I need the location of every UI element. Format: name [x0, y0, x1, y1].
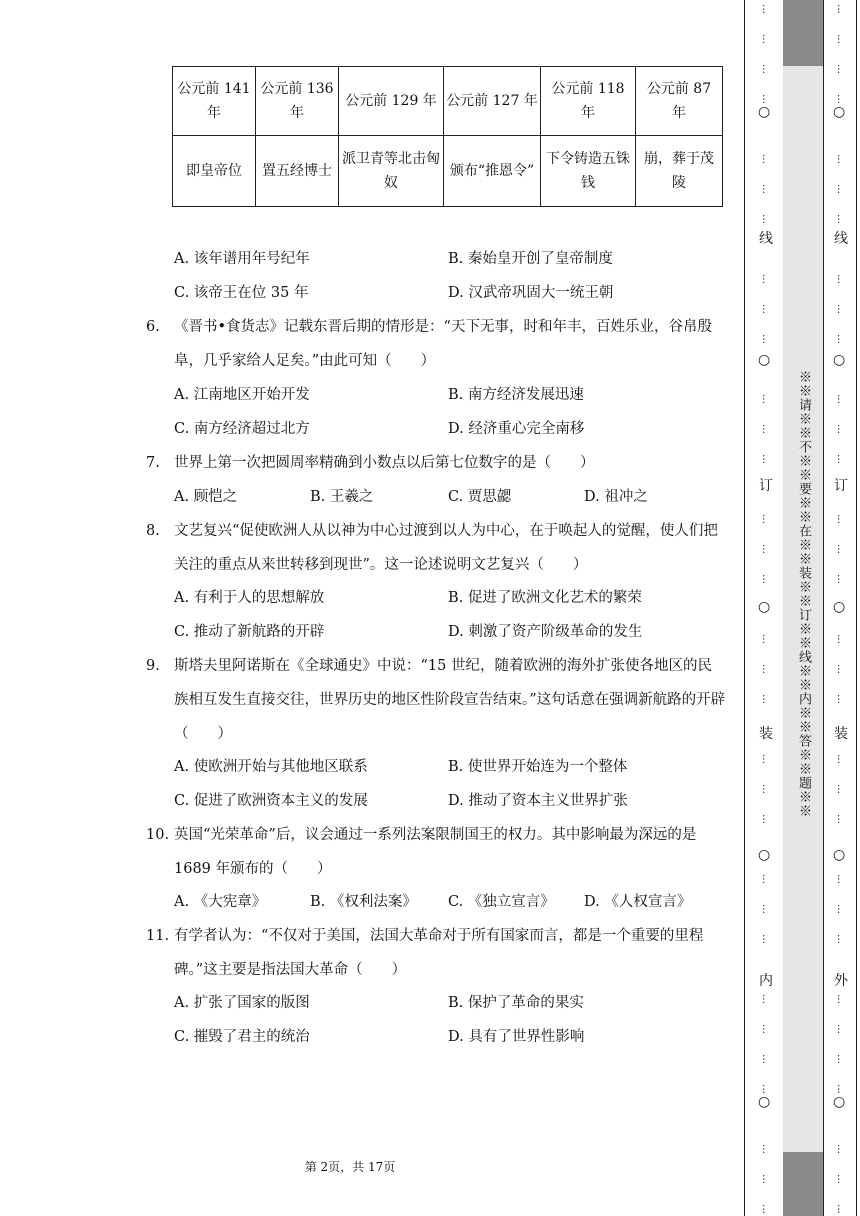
- binding-dots: …: [760, 184, 771, 194]
- binding-dots: …: [835, 664, 846, 674]
- binding-dots: …: [760, 1054, 771, 1064]
- binding-dots: …: [835, 994, 846, 1004]
- dark-block: [783, 0, 823, 66]
- binding-dots: …: [835, 934, 846, 944]
- question-11: [146, 919, 726, 987]
- option-d[interactable]: D. 刺激了资产阶级革命的发生: [448, 624, 643, 640]
- binding-dots: …: [760, 994, 771, 1004]
- question-number: 6.: [146, 319, 160, 335]
- binding-dots: …: [760, 154, 771, 164]
- binding-circle-mark: ○: [833, 352, 846, 368]
- question-stem: 世界上第一次把圆周率精确到小数点以后第七位数字的是（ ）: [174, 455, 595, 471]
- binding-dots: …: [835, 94, 846, 104]
- binding-dots: …: [760, 334, 771, 344]
- binding-char-outer-1: 订: [834, 478, 848, 494]
- question-10: [146, 818, 726, 886]
- q5-options-row1: [174, 242, 734, 276]
- question-stem: 斯塔夫里阿诺斯在《全球通史》中说：“15 世纪，随着欧洲的海外扩张使各地区的民族相互发生直接交往，世界历史的地区性阶段宣告结束。”这句话意在强调新航路的开辟（ ）: [174, 658, 726, 742]
- binding-dots: …: [835, 214, 846, 224]
- binding-dots: …: [760, 904, 771, 914]
- binding-char-inner-1: 订: [759, 478, 773, 494]
- binding-char-inner-3: 内: [759, 973, 773, 989]
- question-6: [146, 310, 726, 378]
- question-9: [146, 649, 726, 751]
- table-cell: 崩，葬于茂陵: [636, 136, 723, 207]
- binding-dots: …: [835, 904, 846, 914]
- binding-dots: …: [760, 424, 771, 434]
- option-d[interactable]: D. 汉武帝巩固大一统王朝: [448, 285, 614, 301]
- option-a[interactable]: A. 江南地区开始开发: [174, 387, 310, 403]
- table-cell: 下令铸造五铢钱: [541, 136, 636, 207]
- binding-dots: …: [835, 184, 846, 194]
- table-cell: 派卫青等北击匈奴: [339, 136, 444, 207]
- binding-dots: …: [835, 1054, 846, 1064]
- option-b[interactable]: B. 南方经济发展迅速: [448, 387, 584, 403]
- binding-dots: …: [760, 814, 771, 824]
- option-a[interactable]: A. 使欧洲开始与其他地区联系: [174, 759, 368, 775]
- table-row-events: [173, 136, 723, 207]
- binding-dots: …: [760, 1204, 771, 1214]
- q7-options: [174, 480, 734, 514]
- page-footer: 第 2页，共 17页: [304, 1160, 396, 1174]
- table-cell: 公元前 87 年: [636, 67, 723, 136]
- option-d[interactable]: D. 推动了资本主义世界扩张: [448, 793, 628, 809]
- binding-dots: …: [835, 1024, 846, 1034]
- binding-dots: …: [760, 874, 771, 884]
- binding-dots: …: [835, 64, 846, 74]
- binding-dots: …: [760, 664, 771, 674]
- binding-circle-mark: ○: [758, 847, 771, 863]
- border-line: [856, 0, 857, 1216]
- question-8: [146, 514, 726, 582]
- table-cell: 公元前 129 年: [339, 67, 444, 136]
- option-c[interactable]: C. 摧毁了君主的统治: [174, 1029, 310, 1045]
- binding-dots: …: [760, 214, 771, 224]
- binding-circle-mark: ○: [833, 599, 846, 615]
- timeline-table: [172, 66, 723, 207]
- q6-options-row1: [174, 378, 734, 412]
- binding-dots: …: [760, 64, 771, 74]
- option-b[interactable]: B. 《权利法案》: [310, 894, 417, 910]
- binding-dots: …: [835, 574, 846, 584]
- binding-dots: …: [835, 1144, 846, 1154]
- question-number: 8.: [146, 523, 160, 539]
- binding-dots: …: [760, 1144, 771, 1154]
- option-b[interactable]: B. 使世界开始连为一个整体: [448, 759, 628, 775]
- binding-dots: …: [835, 544, 846, 554]
- binding-char-outer-0: 线: [834, 231, 848, 247]
- q8-options-row2: [174, 615, 734, 649]
- binding-dots: …: [760, 784, 771, 794]
- binding-dots: …: [760, 1024, 771, 1034]
- option-a[interactable]: A. 该年谱用年号纪年: [174, 251, 310, 267]
- option-b[interactable]: B. 王羲之: [310, 489, 374, 505]
- table-cell: 公元前 141 年: [173, 67, 256, 136]
- binding-dots: …: [835, 454, 846, 464]
- binding-dots: …: [835, 274, 846, 284]
- binding-dots: …: [760, 34, 771, 44]
- option-a[interactable]: A. 《大宪章》: [174, 894, 267, 910]
- option-b[interactable]: B. 促进了欧洲文化艺术的繁荣: [448, 590, 642, 606]
- binding-dots: …: [760, 754, 771, 764]
- binding-dots: …: [835, 4, 846, 14]
- border-line: [744, 0, 745, 1216]
- option-b[interactable]: B. 秦始皇开创了皇帝制度: [448, 251, 613, 267]
- dark-block: [783, 1152, 823, 1216]
- question-stem: 英国“光荣革命”后，议会通过一系列法案限制国王的权力。其中影响最为深远的是 1689 年颁布的（ ）: [174, 827, 697, 877]
- binding-dots: …: [760, 94, 771, 104]
- binding-dots: …: [760, 454, 771, 464]
- binding-char-outer-2: 装: [834, 726, 848, 742]
- binding-dots: …: [760, 274, 771, 284]
- binding-dots: …: [835, 634, 846, 644]
- binding-circle-mark: ○: [758, 352, 771, 368]
- table-cell: 公元前 118 年: [541, 67, 636, 136]
- binding-dots: …: [835, 424, 846, 434]
- binding-dots: …: [760, 634, 771, 644]
- binding-circle-mark: ○: [758, 1094, 771, 1110]
- binding-dots: …: [835, 1204, 846, 1214]
- binding-dots: …: [835, 154, 846, 164]
- option-c[interactable]: C. 推动了新航路的开辟: [174, 624, 325, 640]
- table-cell: 置五经博士: [256, 136, 339, 207]
- option-c[interactable]: C. 该帝王在位 35 年: [174, 285, 309, 301]
- binding-char-outer-3: 外: [834, 973, 848, 989]
- binding-dots: …: [835, 334, 846, 344]
- binding-dots: …: [835, 304, 846, 314]
- q6-options-row2: [174, 412, 734, 446]
- option-d[interactable]: D. 经济重心完全南移: [448, 421, 585, 437]
- question-number: 11.: [146, 928, 170, 944]
- question-7: [146, 446, 726, 480]
- table-cell: 公元前 127 年: [444, 67, 541, 136]
- binding-circle-mark: ○: [758, 599, 771, 615]
- binding-dots: …: [760, 394, 771, 404]
- binding-dots: …: [835, 394, 846, 404]
- binding-dots: …: [760, 934, 771, 944]
- binding-dots: …: [760, 544, 771, 554]
- table-cell: 颁布“推恩令”: [444, 136, 541, 207]
- q8-options-row1: [174, 581, 734, 615]
- binding-dots: …: [835, 874, 846, 884]
- binding-circle-mark: ○: [833, 1094, 846, 1110]
- option-a[interactable]: A. 有利于人的思想解放: [174, 590, 325, 606]
- option-d[interactable]: D. 具有了世界性影响: [448, 1029, 585, 1045]
- question-stem: 《晋书•食货志》记载东晋后期的情形是：“天下无事，时和年丰，百姓乐业，谷帛殷阜，几乎家给人足矣。”由此可知（ ）: [174, 319, 712, 369]
- binding-dots: …: [835, 1174, 846, 1184]
- q11-options-row2: [174, 1020, 734, 1054]
- binding-dots: …: [835, 514, 846, 524]
- q10-options: [174, 885, 734, 919]
- binding-dots: …: [760, 514, 771, 524]
- table-row-years: [173, 67, 723, 136]
- question-stem: 文艺复兴“促使欧洲人从以神为中心过渡到以人为中心，在于唤起人的觉醒，使人们把关注的重点从来世转移到现世”。这一论述说明文艺复兴（ ）: [174, 523, 718, 573]
- option-a[interactable]: A. 顾恺之: [174, 489, 238, 505]
- q9-options-row2: [174, 784, 734, 818]
- option-d[interactable]: D. 《人权宣言》: [584, 894, 692, 910]
- option-a[interactable]: A. 扩张了国家的版图: [174, 995, 310, 1011]
- binding-notice: ※※请※※不※※要※※在※※装※※订※※线※※内※※答※※题※※: [796, 370, 811, 818]
- q5-options-row2: [174, 276, 734, 310]
- binding-dots: …: [835, 1084, 846, 1094]
- table-cell: 即皇帝位: [173, 136, 256, 207]
- question-number: 7.: [146, 455, 160, 471]
- binding-dots: …: [760, 1084, 771, 1094]
- binding-dots: …: [760, 4, 771, 14]
- option-c[interactable]: C. 《独立宣言》: [448, 894, 555, 910]
- option-b[interactable]: B. 保护了革命的果实: [448, 995, 584, 1011]
- q9-options-row1: [174, 750, 734, 784]
- option-c[interactable]: C. 促进了欧洲资本主义的发展: [174, 793, 368, 809]
- binding-circle-mark: ○: [758, 104, 771, 120]
- border-line: [823, 0, 824, 1216]
- binding-dots: …: [835, 814, 846, 824]
- question-number: 9.: [146, 658, 160, 674]
- binding-dots: …: [835, 784, 846, 794]
- binding-dots: …: [835, 34, 846, 44]
- option-d[interactable]: D. 祖冲之: [584, 489, 648, 505]
- option-c[interactable]: C. 南方经济超过北方: [174, 421, 310, 437]
- binding-dots: …: [760, 694, 771, 704]
- binding-circle-mark: ○: [833, 104, 846, 120]
- binding-char-inner-2: 装: [759, 726, 773, 742]
- question-number: 10.: [146, 827, 170, 843]
- question-stem: 有学者认为：“不仅对于美国，法国大革命对于所有国家而言，都是一个重要的里程碑。”这主要是指法国大革命（ ）: [174, 928, 704, 978]
- binding-circle-mark: ○: [833, 847, 846, 863]
- binding-dots: …: [760, 1174, 771, 1184]
- binding-char-inner-0: 线: [759, 231, 773, 247]
- option-c[interactable]: C. 贾思勰: [448, 489, 512, 505]
- binding-dots: …: [760, 574, 771, 584]
- q11-options-row1: [174, 986, 734, 1020]
- binding-dots: …: [760, 304, 771, 314]
- binding-dots: …: [835, 694, 846, 704]
- table-cell: 公元前 136 年: [256, 67, 339, 136]
- binding-dots: …: [835, 754, 846, 764]
